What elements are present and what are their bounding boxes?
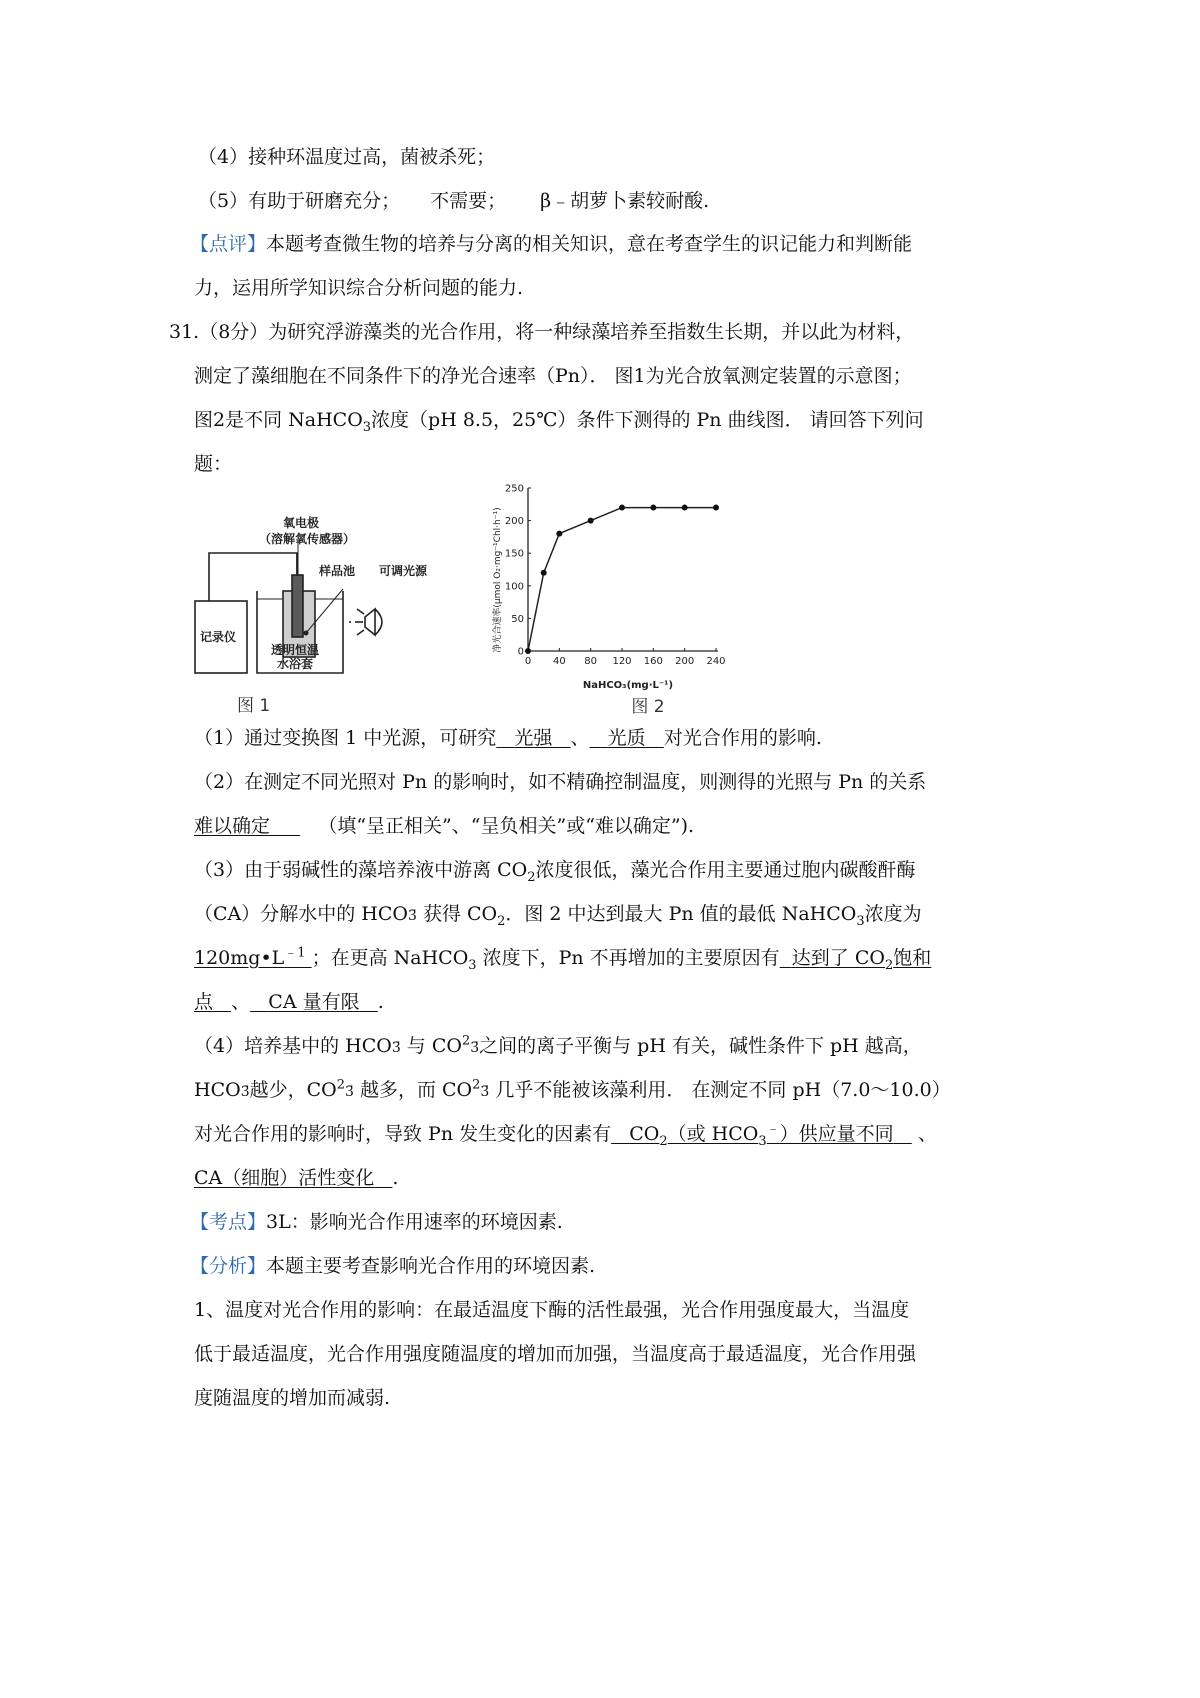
y-tick-label: 150	[504, 548, 524, 560]
sub-question-4-line-3: 对光合作用的影响时，导致 Pn 发生变化的因素有 $CO_2$（或 $HCO_3^﹣$）供应量不同 、	[194, 1121, 937, 1149]
comment-line-1: 【点评】本题考查微生物的培养与分离的相关知识，意在考查学生的识记能力和判断能	[190, 233, 913, 255]
data-point	[588, 518, 594, 524]
question-31-line-3: 图2是不同 NaHCO$_3$浓度（pH 8.5，25℃）条件下测得的 Pn 曲线图． 请回答下列问	[194, 409, 924, 435]
exam-point-tag: 【考点】	[190, 1211, 267, 1233]
sub-question-4-line-1: （4）培养基中的 HCO3̄ 与 $CO^23̄$之间的离子平衡与 pH 有关，碱性条件下 pH 越高，	[194, 1033, 922, 1057]
answer-ca-activity: CA（细胞）活性变化	[194, 1167, 375, 1189]
x-tick-label: 160	[643, 656, 663, 667]
sub-question-2-line-2: 难以确定 （填“呈正相关”、“呈负相关”或“难以确定”).	[194, 815, 695, 837]
x-tick-label: 40	[552, 656, 566, 667]
sub-question-3-line-2: （CA）分解水中的 HCO3̄ 获得 $CO_2$．图 2 中达到最大 Pn 值的最低 NaHCO$_3$浓度为	[194, 903, 922, 929]
label-bath-1: 透明恒温	[271, 643, 320, 657]
label-sensor: （溶解氧传感器）	[259, 532, 356, 546]
answer-light-intensity: 光强	[514, 727, 553, 749]
x-tick-label: 80	[584, 656, 598, 667]
answer-5: （5）有助于研磨充分； 不需要； β﹣胡萝卜素较耐酸.	[198, 190, 710, 212]
data-point	[525, 648, 531, 654]
question-31-line-1: 31.（8分）为研究浮游藻类的光合作用，将一种绿藻培养至指数生长期，并以此为材料，	[169, 321, 915, 343]
answer-light-quality: 光质	[607, 727, 646, 749]
figure-2-chart	[480, 480, 740, 720]
figure-1-caption: 图 1	[237, 696, 271, 716]
question-31-line-4: 题：	[194, 453, 233, 475]
light-source-icon	[365, 609, 375, 635]
x-tick-label: 0	[524, 656, 532, 667]
analysis: 【分析】本题主要考查影响光合作用的环境因素.	[190, 1255, 596, 1277]
label-recorder: 记录仪	[200, 630, 237, 644]
answer-ca-limited: CA 量有限	[268, 991, 360, 1013]
data-point	[619, 505, 625, 511]
label-bath-2: 水浴套	[277, 657, 314, 671]
x-axis-label: NaHCO₃(mg·L⁻¹)	[582, 680, 674, 691]
data-point	[682, 505, 688, 511]
data-point	[713, 505, 719, 511]
point-1-line-2: 低于最适温度，光合作用强度随温度的增加而加强，当温度高于最适温度，光合作用强	[194, 1343, 917, 1365]
label-light: 可调光源	[379, 564, 428, 578]
y-tick-label: 0	[517, 646, 524, 658]
analysis-tag: 【分析】	[190, 1255, 267, 1277]
figure-2-caption: 图 2	[631, 697, 665, 717]
x-tick-label: 240	[706, 656, 726, 667]
sub-question-4-line-2: HCO3̄越少，$CO^23̄$ 越多，而 $CO^23̄$ 几乎不能被该藻利用． 在测定不同 pH（7.0～10.0）	[194, 1077, 951, 1101]
sub-question-2-line-1: （2）在测定不同光照对 Pn 的影响时，如不精确控制温度，则测得的光照与 Pn 的关系	[194, 771, 927, 793]
y-tick-label: 50	[511, 613, 524, 625]
series-line	[528, 508, 716, 651]
y-axis-label: 净光合速率(μmol O₂·mg⁻¹Chl·h⁻¹)	[493, 507, 503, 653]
data-point	[541, 570, 547, 576]
comment-tag: 【点评】	[190, 233, 267, 255]
oxygen-electrode	[292, 575, 303, 637]
x-tick-label: 200	[675, 656, 695, 667]
answer-co2-supply: $CO_2$（或 $HCO_3^﹣$）供应量不同	[629, 1121, 894, 1149]
answer-uncertain: 难以确定	[194, 815, 271, 837]
y-tick-label: 200	[504, 516, 524, 528]
y-tick-label: 250	[504, 483, 524, 495]
figure-1-apparatus	[185, 505, 470, 720]
label-electrode: 氧电极	[283, 516, 320, 530]
sub-question-4-line-4: CA（细胞）活性变化 .	[194, 1167, 399, 1189]
sub-question-3-line-3: $120mg•L^{﹣1}$ ；在更高 NaHCO$_3$ 浓度下，Pn 不再增加的主要原因有 达到了 $CO_2$饱和	[194, 945, 932, 973]
data-point	[650, 505, 656, 511]
sub-question-3-line-4: 点 、 CA 量有限 .	[194, 991, 384, 1013]
sub-question-1: （1）通过变换图 1 中光源，可研究 光强 、 光质 对光合作用的影响.	[194, 727, 822, 749]
data-point	[556, 531, 562, 537]
point-1-line-3: 度随温度的增加而减弱.	[194, 1387, 391, 1409]
y-tick-label: 100	[504, 581, 524, 593]
point-1-line-1: 1、温度对光合作用的影响：在最适温度下酶的活性最强，光合作用强度最大，当温度	[194, 1299, 910, 1321]
exam-point: 【考点】3L：影响光合作用速率的环境因素.	[190, 1211, 563, 1233]
question-31-line-2: 测定了藻细胞在不同条件下的净光合速率（Pn）． 图1为光合放氧测定装置的示意图；	[194, 365, 912, 387]
label-chamber: 样品池	[319, 564, 356, 578]
answer-4: （4）接种环温度过高，菌被杀死；	[198, 146, 496, 168]
sub-question-3-line-1: （3）由于弱碱性的藻培养液中游离 $CO_2$浓度很低，藻光合作用主要通过胞内碳酸酐酶	[194, 859, 916, 885]
answer-120mg: $120mg•L^{﹣1}$	[194, 945, 306, 969]
x-tick-label: 120	[612, 656, 632, 667]
answer-co2-saturation: 达到了 $CO_2$饱和	[791, 947, 932, 973]
comment-line-2: 力，运用所学知识综合分析问题的能力.	[194, 277, 524, 299]
